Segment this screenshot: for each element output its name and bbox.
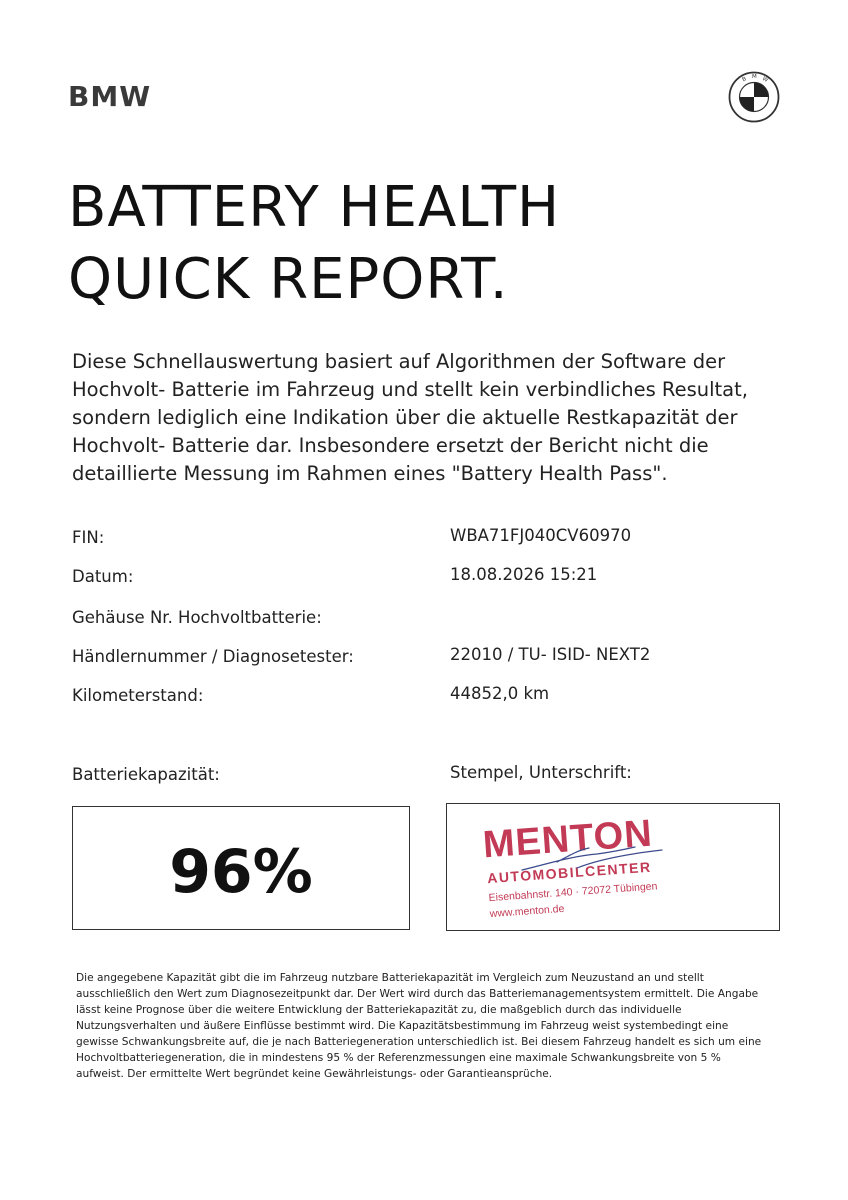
stamp-label: Stempel, Unterschrift: bbox=[450, 763, 632, 782]
page-title-line1: BATTERY HEALTH bbox=[68, 175, 561, 240]
field-label-haendler: Händlernummer / Diagnosetester: bbox=[72, 647, 354, 666]
field-label-fin: FIN: bbox=[72, 528, 105, 547]
field-label-gehaeuse: Gehäuse Nr. Hochvoltbatterie: bbox=[72, 608, 322, 627]
bmw-roundel-icon bbox=[728, 71, 780, 123]
intro-paragraph: Diese Schnellauswertung basiert auf Algorithmen der Software der Hochvolt- Batterie im Fahrzeug und stellt kein verbindliches Resultat, sondern lediglich eine Indikation über die aktuelle Restkapazität der Hochvolt- Batterie dar. Insbesondere ersetzt der Bericht nicht die detaillierte Messung im Rahmen eines "Battery Health Pass". bbox=[72, 350, 748, 485]
stamp-subtitle: AUTOMOBILCENTER bbox=[486, 858, 653, 887]
field-label-datum: Datum: bbox=[72, 567, 134, 586]
field-value-fin: WBA71FJ040CV60970 bbox=[450, 526, 632, 545]
stamp-name: MENTON bbox=[481, 812, 655, 867]
page-title-line2: QUICK REPORT. bbox=[68, 247, 509, 312]
handwritten-signature bbox=[517, 844, 667, 874]
stamp-address: Eisenbahnstr. 140 · 72072 Tübingen bbox=[488, 880, 658, 905]
disclaimer-text: Die angegebene Kapazität gibt die im Fahrzeug nutzbare Batteriekapazität im Vergleich zum Neuzustand an und stellt ausschließlich den Wert zum Diagnosezeitpunkt dar. Der Wert wird durch das Batteriemanagementsystem ermittelt. Die Angabe lässt keine Prognose über die weitere Entwicklung der Batteriekapazität zu, die maßgeblich durch das individuelle Nutzungsverhalten und äußere Einflüsse bestimmt wird. Die Kapazitätsbestimmung im Fahrzeug weist systembedingt eine gewisse Schwankungsbreite auf, die je nach Batteriegeneration unterschiedlich ist. Bei diesem Fahrzeug handelt es sich um eine Hochvoltbatteriegeneration, die in mindestens 95 % der Referenzmessungen eine maximale Schwankungsbreite von 5 % aufweist. Der ermittelte Wert begründet keine Gewährleistungs- oder Garantieansprüche. bbox=[76, 972, 762, 1080]
field-label-kilometer: Kilometerstand: bbox=[72, 686, 204, 705]
field-value-haendler: 22010 / TU- ISID- NEXT2 bbox=[450, 645, 651, 664]
field-value-datum: 18.08.2026 15:21 bbox=[450, 565, 598, 584]
svg-text:B: B bbox=[741, 76, 748, 84]
capacity-label: Batteriekapazität: bbox=[72, 765, 220, 784]
svg-text:W: W bbox=[761, 75, 769, 84]
capacity-value: 96% bbox=[169, 837, 313, 907]
svg-text:M: M bbox=[752, 74, 757, 80]
stamp-signature-box bbox=[446, 803, 780, 931]
page-title bbox=[68, 172, 560, 316]
capacity-box bbox=[72, 806, 410, 930]
field-value-kilometer: 44852,0 km bbox=[450, 684, 550, 703]
brand-wordmark: BMW bbox=[68, 80, 152, 113]
stamp-website: www.menton.de bbox=[489, 902, 565, 921]
